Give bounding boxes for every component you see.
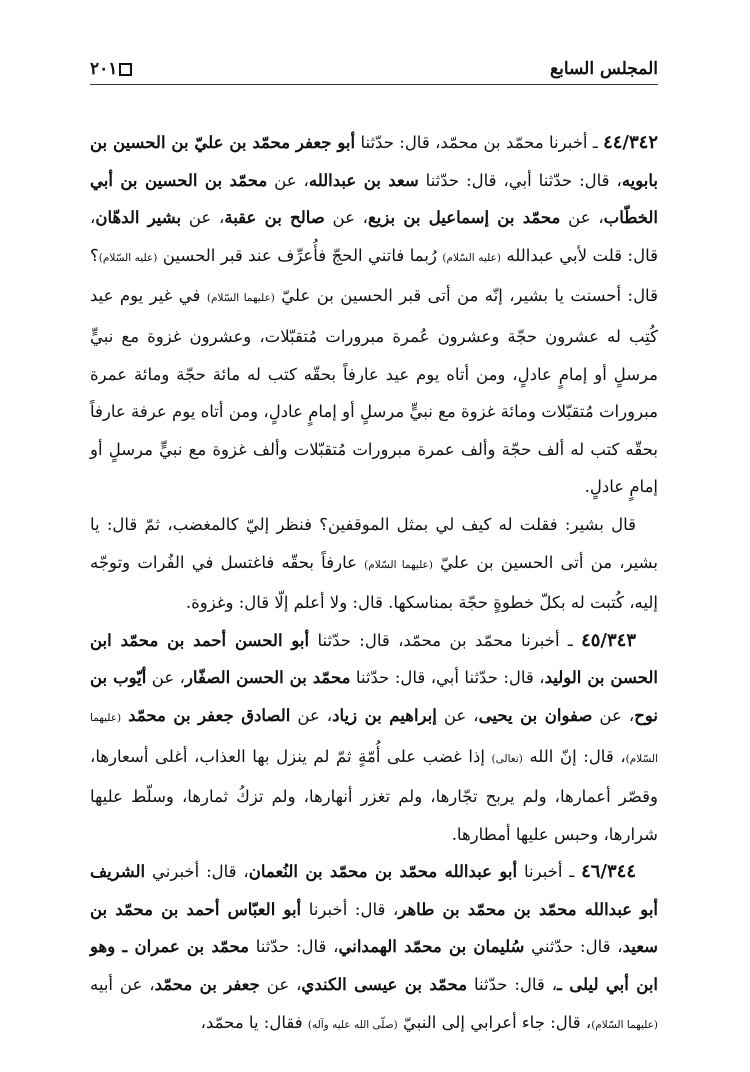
hadith-342 <box>90 124 658 622</box>
narrator-name: أيّوب بن نوح <box>90 668 658 725</box>
hadith-paragraph <box>90 622 658 854</box>
text-segment: ، عن <box>267 170 309 190</box>
text-segment: ، قال: حدّثني <box>524 937 623 957</box>
text-segment: قال بشير: فقلت له كيف لي بمثل الموقفين؟ فنظر إليّ كالمغضب، ثمّ قال: يا بشير، من أتى الحسين بن عليّ <box>90 514 658 572</box>
hadith-paragraph <box>90 124 658 506</box>
page-body <box>90 124 658 1044</box>
text-segment: ، قال: حدّثنا أبي، قال: حدّثنا <box>350 668 545 688</box>
narrator-name: صفوان بن يحيى <box>478 705 593 725</box>
narrator-name: محمّد بن الحسين بن أبي الخطّاب <box>90 170 659 228</box>
narrator-name: محمّد بن عمران ـ وهو ابن أبي ليلى ـ <box>90 937 658 995</box>
hadith-344 <box>90 853 658 1044</box>
text-segment: ، عن <box>324 208 369 228</box>
narrator-name: الصادق جعفر بن محمّد <box>128 705 291 725</box>
hadith-continuation <box>90 506 658 622</box>
text-segment: ، عن <box>290 705 333 725</box>
narrator-name: محمّد بن عيسى الكندي <box>301 975 468 995</box>
text-segment: ، قال: قلت لأبي عبدالله <box>90 208 658 265</box>
hadith-paragraph <box>90 853 658 1044</box>
text-segment: ، عن <box>181 208 225 228</box>
blessing-formula: (عليهما السّلام) <box>206 292 275 305</box>
hadith-number: ٤٥/٣٤٣ <box>581 629 637 651</box>
text-segment: ـ أخبرنا محمّد بن محمّد، قال: حدّثنا <box>309 630 582 650</box>
page-number: ٢٠١ <box>90 59 118 79</box>
narrator-name: محمّد بن الحسن الصفّار <box>184 668 351 688</box>
blessing-formula: (عليه السّلام) <box>442 251 501 264</box>
page-number-group <box>90 59 132 79</box>
text-segment: فقال: يا محمّد، <box>200 1012 308 1032</box>
text-segment: ، قال: جاء أعرابي إلى النبيّ <box>397 1012 592 1032</box>
blessing-formula: (عليهما السّلام) <box>591 1018 658 1031</box>
text-segment: ، قال: حدّثنا <box>249 937 339 957</box>
text-segment: ، عن <box>560 208 604 228</box>
narrator-name: سُليمان بن محمّد الهمداني <box>338 937 525 957</box>
narrator-name: أبو جعفر محمّد بن عليّ بن الحسين بن بابويه <box>90 133 658 190</box>
narrator-name: أبو الحسن أحمد بن محمّد ابن الحسن بن الوليد <box>90 630 658 688</box>
text-segment: ، قال: إنّ الله <box>522 746 626 766</box>
text-segment: ـ أخبرنا <box>517 862 582 882</box>
narrator-name: جعفر بن محمّد <box>154 975 260 995</box>
hadith-text <box>90 515 658 612</box>
text-segment: إذا غضب على أُمّةٍ ثمّ لم ينزل بها العذاب، أغلى أسعارها، وقصّر أعمارها، ولم يربح تجّارها، ولم تغزر أنهارها، ولم تزكُ ثمارها، وسلّط عليها شرارها، وحبس عليها أمطارها. <box>90 746 658 844</box>
page-box-icon <box>119 63 132 76</box>
text-segment: ؟ قال: أحسنت يا بشير، إنّه من أتى قبر الحسين بن عليّ <box>90 245 658 306</box>
running-title: المجلس السابع <box>550 59 658 79</box>
text-segment: ، عن أبيه <box>90 975 155 995</box>
narrator-name: محمّد بن إسماعيل بن بزيع <box>368 208 561 228</box>
blessing-formula: (عليهما السّلام) <box>364 558 433 571</box>
narrator-name: صالح بن عقبة <box>224 208 325 228</box>
header-rule <box>90 84 658 85</box>
text-segment: عارفاً بحقّه فاغتسل في الفُرات وتوجّه إليه، كُتبت له بكلّ خطوةٍ حجّة بمناسكها. قال: ولا أعلم إلّا قال: وغزوة. <box>90 552 658 613</box>
narrator-name: الشريف أبو عبدالله محمّد بن محمّد بن طاهر <box>90 862 658 919</box>
text-segment: رُبما فاتني الحجّ فأُعرِّف عند قبر الحسين <box>157 245 443 265</box>
text-segment: ، عن <box>259 975 302 995</box>
page-header <box>90 56 658 82</box>
text-segment: ، قال: حدّثنا <box>467 975 558 995</box>
blessing-formula: (تعالى) <box>491 752 523 765</box>
blessing-formula: (عليهما السّلام) <box>90 711 659 765</box>
narrator-name: أبو العبّاس أحمد بن محمّد بن سعيد <box>90 899 658 957</box>
hadith-343 <box>90 622 658 854</box>
text-segment: ، قال: حدّثنا أبي، قال: حدّثنا <box>418 170 622 190</box>
hadith-text <box>90 133 658 496</box>
blessing-formula: (صلّى الله عليه وآله) <box>307 1018 398 1031</box>
narrator-name: أبو عبدالله محمّد بن محمّد بن النُعمان <box>248 862 518 882</box>
hadith-text <box>90 631 658 844</box>
text-segment: ، قال: أخبرنا <box>301 899 399 919</box>
text-segment: ـ أخبرنا محمّد بن محمّد، قال: حدّثنا <box>355 133 604 152</box>
text-segment: ، عن <box>436 705 479 725</box>
hadith-text <box>90 862 658 1031</box>
narrator-name: سعد بن عبدالله <box>308 170 419 190</box>
hadith-number: ٤٤/٣٤٢ <box>603 132 658 153</box>
narrator-name: إبراهيم بن زياد <box>332 705 437 725</box>
narrator-name: بشير الدهّان <box>95 208 182 228</box>
text-segment: في غير يوم عيد كُتِب له عشرون حجّة وعشرون عُمرة مبرورات مُتقبّلات، وعشرون غزوة مع نبيٍّ مرسلٍ أو إمامٍ عادلٍ، ومن أتاه يوم عيد عارفاً بحقّه كتب له مائة حجّة ومائة عمرة مبرورات مُتقبّلات ومائة غزوة مع نبيٍّ مرسلٍ أو إمامٍ عادلٍ، ومن أتاه يوم عرفة عارفاً بحقّه كتب له ألف حجّة وألف عمرة مبرورات مُتقبّلات وألف غزوة مع نبيٍّ مرسلٍ أو إمامٍ عادلٍ. <box>90 286 658 497</box>
text-segment: ، عن <box>592 705 635 725</box>
text-segment: ، قال: أخبرني <box>145 862 249 882</box>
text-segment: ، عن <box>146 668 185 688</box>
hadith-number: ٤٦/٣٤٤ <box>581 861 636 883</box>
blessing-formula: (عليه السّلام) <box>98 251 158 264</box>
